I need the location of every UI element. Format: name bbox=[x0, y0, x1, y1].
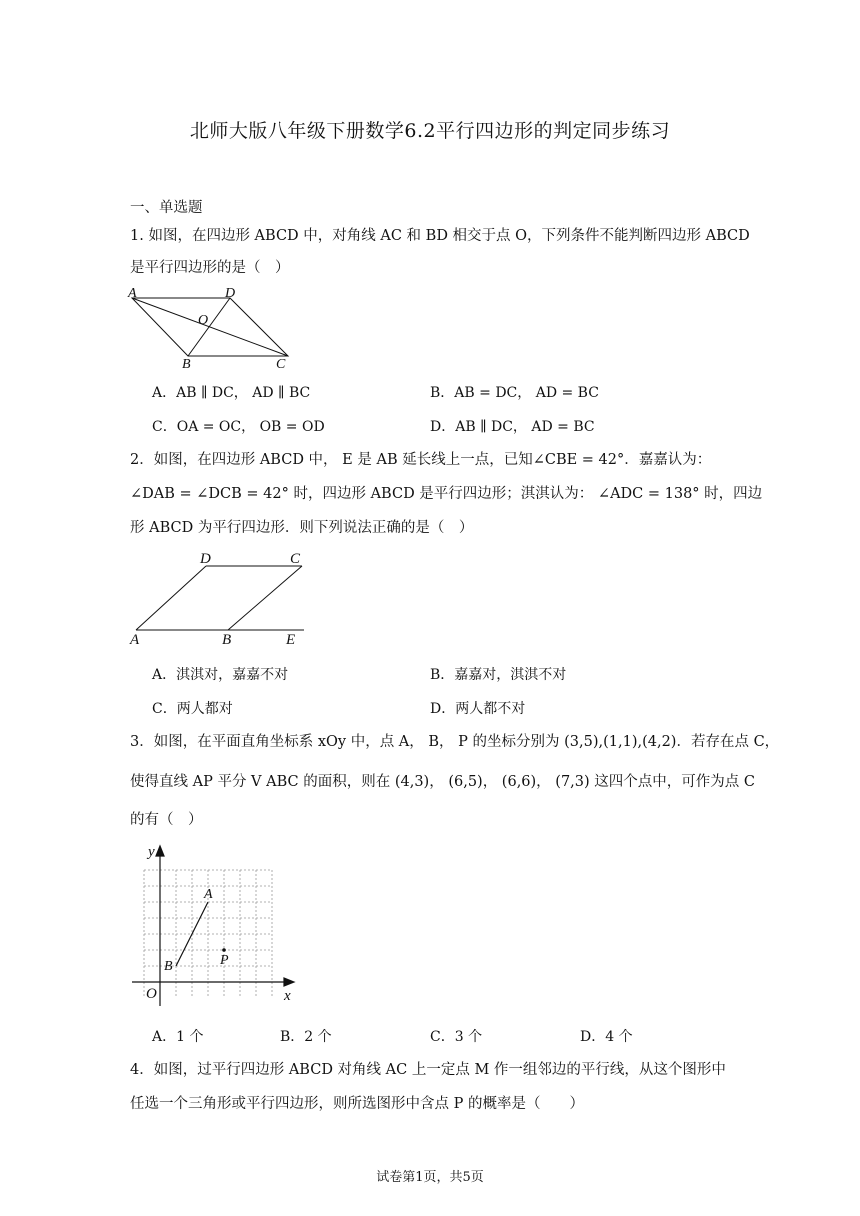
q3-label-p: P bbox=[220, 953, 229, 968]
q2-label-e: E bbox=[286, 632, 296, 646]
q1-figure-parallelogram bbox=[126, 284, 296, 372]
q3-stem-line2: 使得直线 AP 平分 V ABC 的面积，则在 (4,3)， (6,5)， (6,6)， (7,3) 这四个点中，可作为点 C bbox=[130, 774, 755, 790]
q4-stem-line1: 4．如图，过平行四边形 ABCD 对角线 AC 上一定点 M 作一组邻边的平行线，从这个图形中 bbox=[130, 1062, 726, 1078]
q3-y-axis-arrow bbox=[156, 846, 164, 856]
q2-label-a: A bbox=[130, 632, 140, 646]
q2-stem-line3: 形 ABCD 为平行四边形．则下列说法正确的是（ ） bbox=[130, 520, 474, 536]
q2-stem-line2: ∠DAB = ∠DCB = 42° 时，四边形 ABCD 是平行四边形；淇淇认为： ∠ADC = 138° 时，四边 bbox=[130, 486, 763, 502]
q3-label-b: B bbox=[164, 959, 173, 974]
q3-option-b[interactable]: B．2 个 bbox=[280, 1029, 332, 1045]
q2-label-b: B bbox=[222, 632, 232, 646]
q1-stem-line1: 1. 如图，在四边形 ABCD 中，对角线 AC 和 BD 相交于点 O，下列条件不能判断四边形 ABCD bbox=[130, 228, 750, 244]
q2-option-c[interactable]: C．两人都对 bbox=[152, 701, 233, 717]
q1-option-c[interactable]: C．OA = OC， OB = OD bbox=[152, 419, 325, 435]
q3-stem-line3: 的有（ ） bbox=[130, 812, 203, 828]
q3-label-y: y bbox=[148, 844, 155, 860]
q1-label-o: O bbox=[198, 313, 209, 328]
page-title: 北师大版八年级下册数学6.2平行四边形的判定同步练习 bbox=[189, 120, 671, 142]
q2-option-a[interactable]: A．淇淇对，嘉嘉不对 bbox=[152, 667, 289, 683]
q1-stem-line2: 是平行四边形的是（ ） bbox=[130, 260, 290, 276]
q1-option-d[interactable]: D．AB ∥ DC， AD = BC bbox=[430, 419, 595, 435]
q4-stem-line2: 任选一个三角形或平行四边形，则所选图形中含点 P 的概率是（ ） bbox=[130, 1096, 584, 1112]
q3-x-axis-arrow bbox=[284, 978, 294, 986]
section-heading: 一、单选题 bbox=[130, 200, 203, 216]
q1-label-b: B bbox=[182, 357, 191, 372]
q2-figure-quadrilateral bbox=[126, 546, 316, 646]
q2-side-ad bbox=[136, 566, 206, 630]
q3-label-o: O bbox=[146, 986, 157, 1002]
q2-side-cb bbox=[228, 566, 302, 630]
q2-option-d[interactable]: D．两人都不对 bbox=[430, 701, 526, 717]
q1-diagonal-bd bbox=[188, 298, 230, 356]
q2-label-d: D bbox=[200, 551, 211, 567]
q3-option-d[interactable]: D．4 个 bbox=[580, 1029, 633, 1045]
q1-label-a: A bbox=[128, 286, 137, 301]
q3-figure-coordinate-grid bbox=[126, 840, 306, 1006]
q1-label-d: D bbox=[225, 286, 236, 301]
q1-option-a[interactable]: A．AB ∥ DC， AD ∥ BC bbox=[152, 385, 311, 401]
q3-option-a[interactable]: A．1 个 bbox=[152, 1029, 204, 1045]
q2-option-b[interactable]: B．嘉嘉对，淇淇不对 bbox=[430, 667, 567, 683]
q2-stem-line1: 2．如图，在四边形 ABCD 中， E 是 AB 延长线上一点，已知∠CBE = 42°．嘉嘉认为： bbox=[130, 452, 712, 468]
q3-label-a: A bbox=[204, 887, 213, 902]
q1-option-b[interactable]: B．AB = DC， AD = BC bbox=[430, 385, 599, 401]
q1-diagonal-ac bbox=[132, 298, 288, 356]
q3-option-c[interactable]: C．3 个 bbox=[430, 1029, 483, 1045]
q2-label-c: C bbox=[290, 551, 301, 567]
q1-label-c: C bbox=[276, 357, 286, 372]
page-footer: 试卷第1页，共5页 bbox=[376, 1170, 484, 1185]
q3-stem-line1: 3．如图，在平面直角坐标系 xOy 中，点 A， B， P 的坐标分别为 (3,5),(1,1),(4,2)．若存在点 C， bbox=[130, 734, 780, 750]
q3-label-x: x bbox=[284, 988, 291, 1004]
q3-point-p bbox=[222, 948, 226, 952]
